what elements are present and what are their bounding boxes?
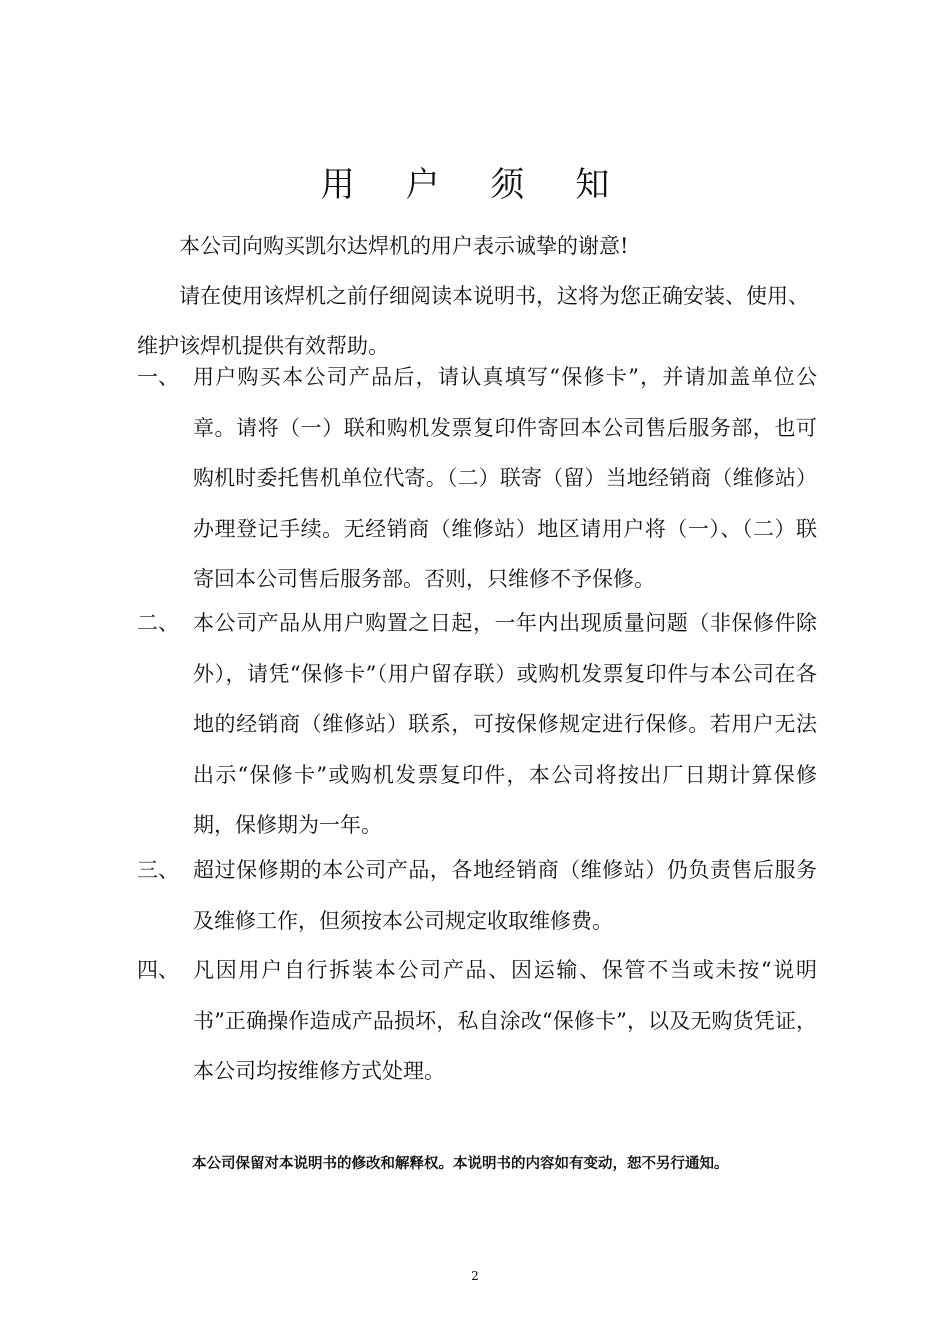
notice-item-text: 用户购买本公司产品后，请认真填写“保修卡”，并请加盖单位公章。请将（一）联和购机发票复印件寄回本公司售后服务部，也可购机时委托售机单位代寄。（二）联寄（留）当地经销商（维修站）办理登记手续。无经销商（维修站）地区请用户将（一）、（二）联寄回本公司售后服务部。否则，只维修不予保修。 xyxy=(193,365,817,591)
copyright-reservation-note: 本公司保留对本说明书的修改和解释权。本说明书的内容如有变动，恕不另行通知。 xyxy=(192,1156,729,1172)
notice-item-text: 凡因用户自行拆装本公司产品、因运输、保管不当或未按“说明书”正确操作造成产品损坏，私自涂改“保修卡”，以及无购货凭证，本公司均按维修方式处理。 xyxy=(193,958,817,1083)
notice-item-4 xyxy=(137,945,817,1097)
notice-item-number: 二、 xyxy=(137,611,179,635)
page-number: 2 xyxy=(471,1269,479,1283)
notice-item-number: 四、 xyxy=(137,958,179,982)
notice-item-number: 一、 xyxy=(137,365,179,389)
notice-item-3 xyxy=(137,845,817,946)
notice-item-2 xyxy=(137,598,817,851)
notice-item-text: 本公司产品从用户购置之日起，一年内出现质量问题（非保修件除外），请凭“保修卡”（用户留存联）或购机发票复印件与本公司在各地的经销商（维修站）联系，可按保修规定进行保修。若用户无法出示“保修卡”或购机发票复印件，本公司将按出厂日期计算保修期，保修期为一年。 xyxy=(193,611,817,837)
intro-paragraph-instructions: 请在使用该焊机之前仔细阅读本说明书，这将为您正确安装、使用、维护该焊机提供有效帮助。 xyxy=(137,284,809,358)
intro-paragraph-thanks: 本公司向购买凯尔达焊机的用户表示诚挚的谢意! xyxy=(179,234,629,258)
notice-item-text: 超过保修期的本公司产品，各地经销商（维修站）仍负责售后服务及维修工作，但须按本公司规定收取维修费。 xyxy=(193,858,817,933)
notice-item-number: 三、 xyxy=(137,858,179,882)
notice-item-1 xyxy=(137,352,817,605)
page-title: 用 户 须 知 xyxy=(320,164,630,205)
